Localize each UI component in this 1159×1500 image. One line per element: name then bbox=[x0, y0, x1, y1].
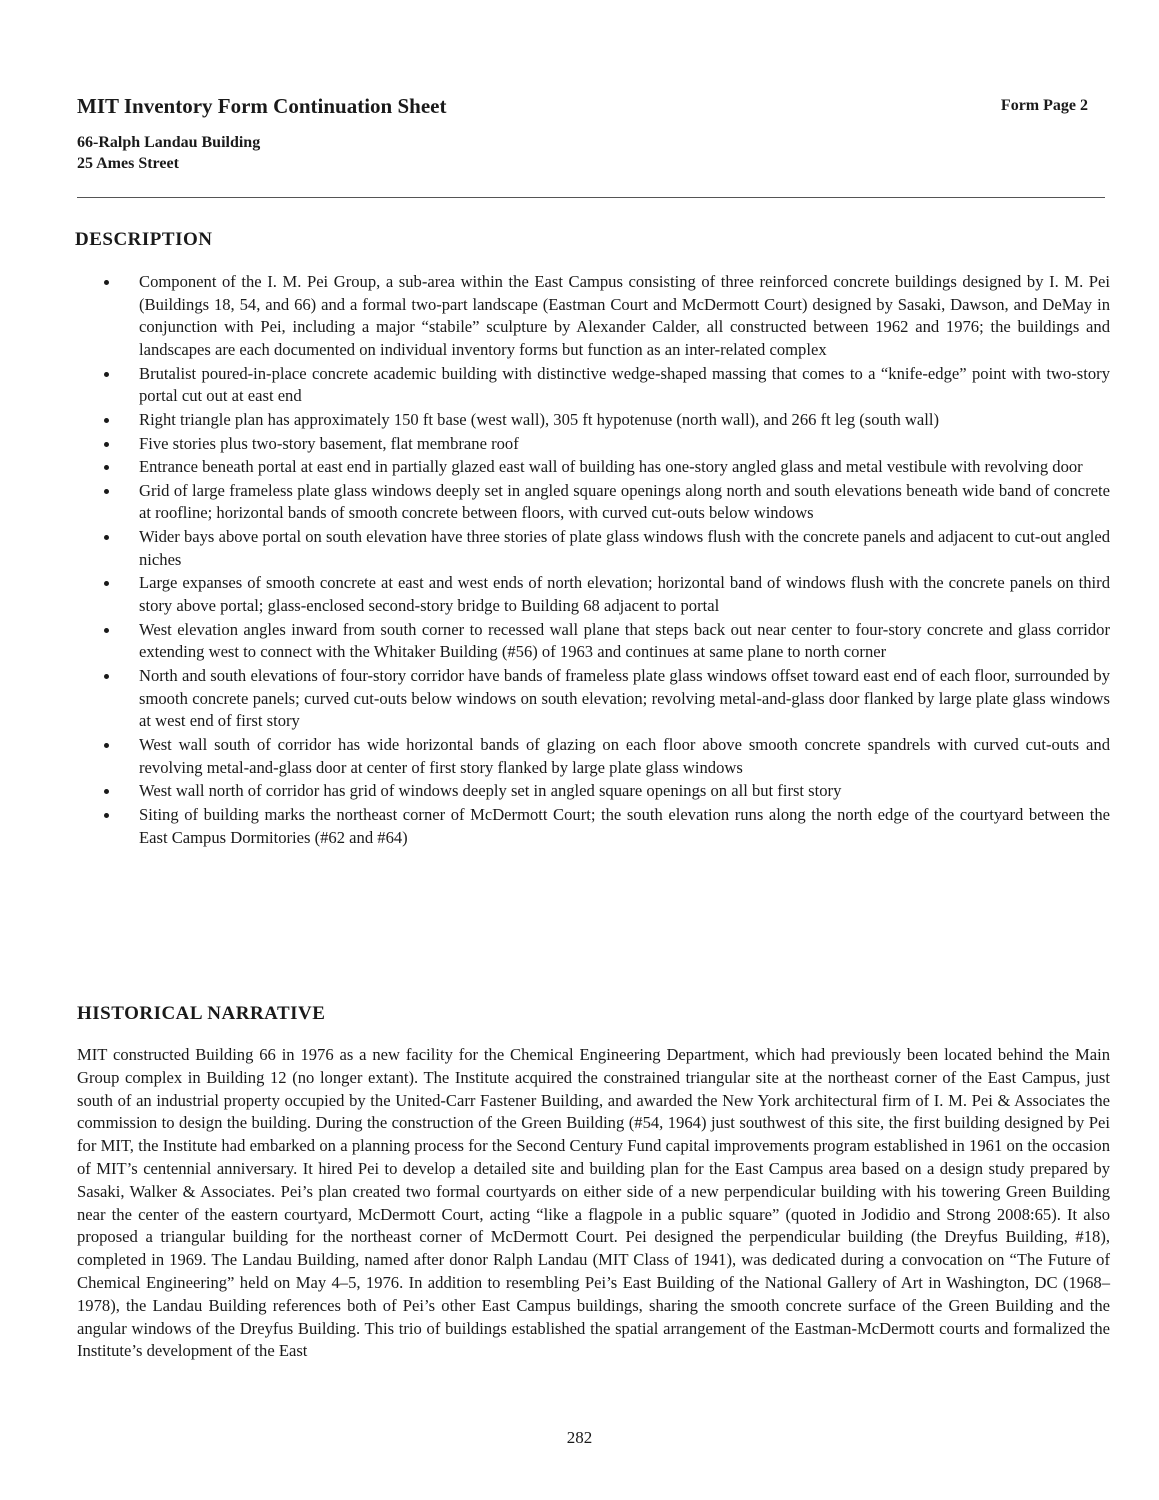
description-item-text: West wall south of corridor has wide horizontal bands of glazing on each floor above smooth concrete spandrels with curved cut-outs and revolving metal-and-glass door at center of first story flanked by large plate glass windows bbox=[139, 734, 1110, 777]
description-item-text: North and south elevations of four-story corridor have bands of frameless plate glass windows offset toward east end of each floor, surrounded by smooth concrete panels; curved cut-outs below windows on south elevation; revolving metal-and-glass door flanked by large plate glass windows at west end of first story bbox=[139, 665, 1110, 731]
description-item bbox=[77, 363, 1110, 408]
description-item-text: Five stories plus two-story basement, flat membrane roof bbox=[139, 433, 519, 453]
description-item bbox=[77, 409, 1110, 432]
description-item bbox=[77, 619, 1110, 664]
description-heading: DESCRIPTION bbox=[75, 229, 213, 250]
bullet-icon bbox=[104, 280, 109, 285]
description-item-text: Siting of building marks the northeast corner of McDermott Court; the south elevation runs along the north edge of the courtyard between the East Campus Dormitories (#62 and #64) bbox=[139, 804, 1110, 847]
historical-narrative-text: MIT constructed Building 66 in 1976 as a new facility for the Chemical Engineering Department, which had previously been located behind the Main Group complex in Building 12 (no longer extant). The Institute acquired the constrained triangular site at the northeast corner of the East Campus, just south of an industrial property occupied by the United-Carr Fastener Building, and awarded the New York architectural firm of I. M. Pei & Associates the commission to design the building. During the construction of the Green Building (#54, 1964) just southwest of this site, the first building designed by Pei for MIT, the Institute had embarked on a planning process for the Second Century Fund capital improvements program established in 1961 on the occasion of MIT’s centennial anniversary. It hired Pei to develop a detailed site and building plan for the East Campus area based on a design study prepared by Sasaki, Walker & Associates. Pei’s plan created two formal courtyards on either side of a new perpendicular building with his towering Green Building near the center of the eastern courtyard, McDermott Court, acting “like a flagpole in a public square” (quoted in Jodidio and Strong 2008:65). It also proposed a triangular building for the northeast corner of McDermott Court. Pei designed the perpendicular building (the Dreyfus Building, #18), completed in 1969. The Landau Building, named after donor Ralph Landau (MIT Class of 1941), was dedicated during a convocation on “The Future of Chemical Engineering” held on May 4–5, 1976. In addition to resembling Pei’s East Building of the National Gallery of Art in Washington, DC (1968–1978), the Landau Building references both of Pei’s other East Campus buildings, sharing the smooth concrete surface of the Green Building and the angular windows of the Dreyfus Building. This trio of buildings established the spatial arrangement of the Eastman-McDermott courts and formalized the Institute’s development of the East bbox=[77, 1045, 1110, 1361]
description-item bbox=[77, 480, 1110, 525]
page-number: 282 bbox=[566, 1428, 593, 1447]
bullet-icon bbox=[104, 418, 109, 423]
description-item bbox=[77, 734, 1110, 779]
bullet-icon bbox=[104, 372, 109, 377]
description-item-text: Right triangle plan has approximately 150 ft base (west wall), 305 ft hypotenuse (north wall), and 266 ft leg (south wall) bbox=[139, 410, 940, 429]
bullet-icon bbox=[104, 674, 109, 679]
description-item-text: Entrance beneath portal at east end in partially glazed east wall of building has one-story angled glass and metal vestibule with revolving door bbox=[139, 457, 1083, 477]
building-address: 25 Ames Street bbox=[77, 155, 179, 172]
description-list bbox=[77, 271, 1110, 850]
description-item bbox=[77, 271, 1110, 362]
bullet-icon bbox=[104, 789, 109, 794]
description-item-text: Component of the I. M. Pei Group, a sub-area within the East Campus consisting of three reinforced concrete buildings designed by I. M. Pei (Buildings 18, 54, and 66) and a formal two-part landscape (Eastman Court and McDermott Court) designed by Sasaki, Dawson, and DeMay in conjunction with Pei, including a major “stabile” sculpture by Alexander Calder, all constructed between 1962 and 1976; the buildings and landscapes are each documented on individual inventory forms but function as an inter-related complex bbox=[139, 272, 1110, 360]
bullet-icon bbox=[104, 813, 109, 818]
description-item bbox=[77, 780, 1110, 803]
form-page-label: Form Page 2 bbox=[1000, 97, 1088, 114]
description-item-text: West elevation angles inward from south corner to recessed wall plane that steps back out near center to four-story concrete and glass corridor extending west to connect with the Whitaker Building (#56) of 1963 and continues at same plane to north corner bbox=[139, 619, 1110, 662]
bullet-icon bbox=[104, 628, 109, 633]
description-item bbox=[77, 665, 1110, 733]
bullet-icon bbox=[104, 581, 109, 586]
description-item-text: Grid of large frameless plate glass windows deeply set in angled square openings along north and south elevations beneath wide band of concrete at roofline; horizontal bands of smooth concrete between floors, with curved cut-outs below windows bbox=[139, 480, 1110, 523]
form-title: MIT Inventory Form Continuation Sheet bbox=[77, 94, 447, 118]
description-item-text: West wall north of corridor has grid of windows deeply set in angled square openings on all but first story bbox=[139, 781, 842, 801]
description-item bbox=[77, 572, 1110, 617]
description-item bbox=[77, 433, 1110, 456]
bullet-icon bbox=[104, 535, 109, 540]
bullet-icon bbox=[104, 489, 109, 494]
bullet-icon bbox=[104, 442, 109, 447]
description-item bbox=[77, 456, 1110, 479]
description-item-text: Wider bays above portal on south elevation have three stories of plate glass windows flush with the concrete panels and adjacent to cut-out angled niches bbox=[139, 527, 1110, 569]
bullet-icon bbox=[104, 743, 109, 748]
description-item bbox=[77, 526, 1110, 571]
description-item-text: Brutalist poured-in-place concrete academic building with distinctive wedge-shaped massing that comes to a “knife-edge” point with two-story portal cut out at east end bbox=[139, 363, 1110, 406]
historical-narrative-heading: HISTORICAL NARRATIVE bbox=[77, 1003, 326, 1024]
building-name: 66-Ralph Landau Building bbox=[77, 134, 261, 151]
description-item-text: Large expanses of smooth concrete at east and west ends of north elevation; horizontal band of windows flush with the concrete panels on third story above portal; glass-enclosed second-story bridge to Building 68 adjacent to portal bbox=[139, 573, 1110, 616]
header-divider bbox=[77, 197, 1105, 198]
building-info bbox=[77, 132, 260, 174]
description-item bbox=[77, 804, 1110, 849]
bullet-icon bbox=[104, 465, 109, 470]
